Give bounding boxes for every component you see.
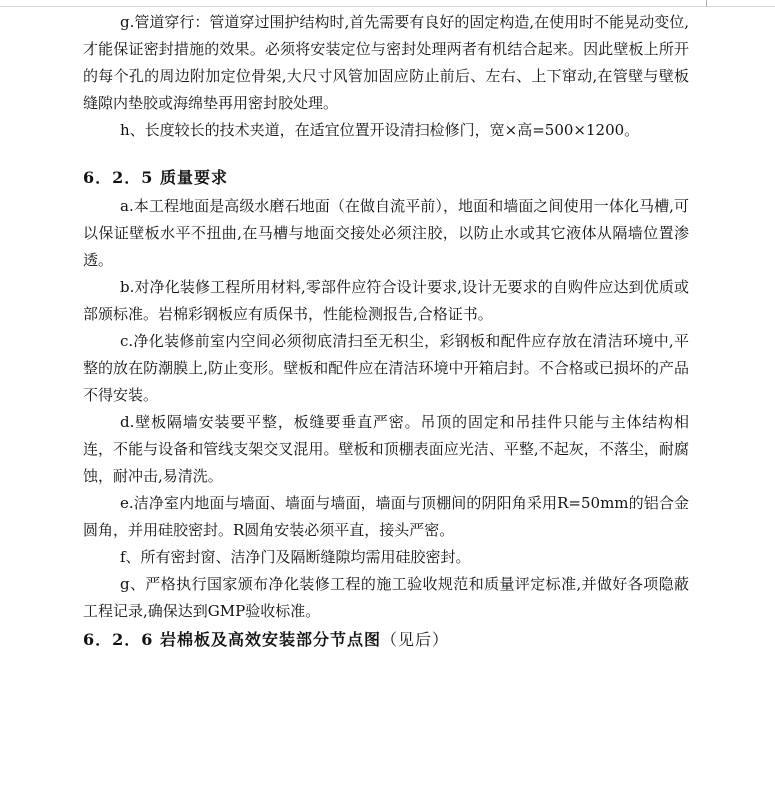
section-heading-quality-requirements: 6．2．5 质量要求 [83, 168, 228, 187]
quality-item-g: g、严格执行国家颁布净化装修工程的施工验收规范和质量评定标准,并做好各项隐蔽工程记录,确保达到GMP验收标准。 [83, 575, 689, 620]
quality-item-f: f、所有密封窗、洁净门及隔断缝隙均需用硅胶密封。 [120, 548, 471, 566]
paragraph-g-pipe-penetration: g.管道穿行：管道穿过围护结构时,首先需要有良好的固定构造,在使用时不能晃动变位,才能保证密封措施的效果。必须将安装定位与密封处理两者有机结合起来。因此壁板上所开的每个孔的周边附加定位骨架,大尺寸风管加固应防止前后、左右、上下窜动,在管壁与壁板缝隙内垫胶或海绵垫再用密封胶处理。 [83, 13, 689, 112]
section-heading-node-diagrams-title: 6．2．6 岩棉板及高效安装部分节点图 [83, 630, 381, 649]
page-top-border [0, 6, 775, 7]
quality-item-d: d.壁板隔墙安装要平整，板缝要垂直严密。吊顶的固定和吊挂件只能与主体结构相连，不能与设备和管线支架交叉混用。壁板和顶棚表面应光洁、平整,不起灰，不落尘，耐腐蚀，耐冲击,易清洗。 [83, 413, 689, 485]
quality-item-c: c.净化装修前室内空间必须彻底清扫至无积尘，彩钢板和配件应存放在清洁环境中,平整的放在防潮膜上,防止变形。壁板和配件应在清洁环境中开箱启封。不合格或已损坏的产品不得安装。 [83, 332, 689, 404]
quality-item-e: e.洁净室内地面与墙面、墙面与墙面，墙面与顶棚间的阴阳角采用R=50mm的铝合金圆角，并用硅胶密封。R圆角安装必须平直，接头严密。 [83, 494, 689, 539]
section-heading-node-diagrams-suffix: （见后） [380, 630, 449, 649]
page-corner-mark [706, 0, 707, 7]
section-heading-node-diagrams [83, 626, 689, 653]
document-body [83, 9, 689, 653]
paragraph-h-access-door: h、长度较长的技术夹道，在适宜位置开设清扫检修门，宽×高=500×1200。 [120, 121, 640, 139]
quality-item-b: b.对净化装修工程所用材料,零部件应符合设计要求,设计无要求的自购件应达到优质或部颁标准。岩棉彩钢板应有质保书，性能检测报告,合格证书。 [83, 278, 689, 323]
quality-item-a: a.本工程地面是高级水磨石地面（在做自流平前），地面和墙面之间使用一体化马槽,可以保证壁板水平不扭曲,在马槽与地面交接处必须注胶，以防止水或其它液体从隔墙位置渗透。 [83, 197, 689, 269]
